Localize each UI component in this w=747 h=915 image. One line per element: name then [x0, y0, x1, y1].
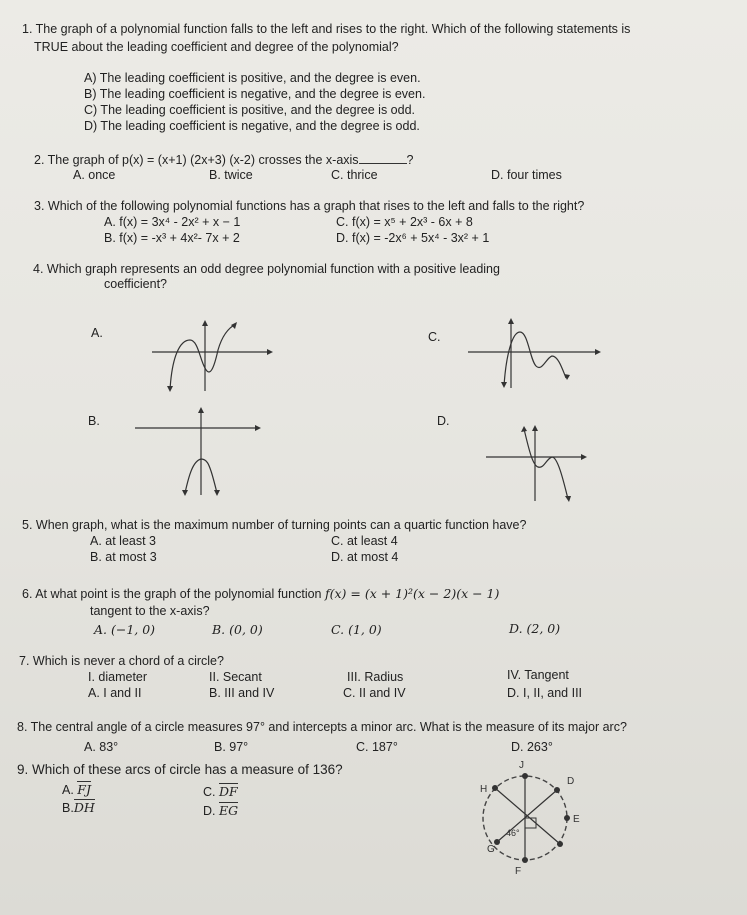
- q2-prompt-start: 2. The graph of p(x) = (x+1) (2x+3) (x-2) crosses the x-axis: [34, 153, 359, 167]
- q4-prompt-line1: 4. Which graph represents an odd degree polynomial function with a positive leading: [33, 262, 500, 276]
- q7-option-d: D. I, II, and III: [507, 686, 583, 700]
- q6-function: f(x) = (x + 1)²(x − 2)(x − 1): [324, 586, 500, 601]
- q4-option-d-label: D.: [437, 414, 450, 428]
- q4-graph-a: [150, 316, 275, 396]
- q6-option-c: C. (1, 0): [331, 622, 382, 637]
- q9-option-b: [62, 800, 95, 816]
- q1-option-b: B) The leading coefficient is negative, and the degree is even.: [84, 87, 426, 101]
- q8-option-d: D. 263°: [511, 740, 553, 754]
- q9-figure-label-f: F: [515, 866, 522, 877]
- q6-option-d: D. (2, 0): [509, 621, 561, 636]
- q2-answer-blank: [359, 152, 407, 164]
- q2-prompt: [34, 152, 414, 168]
- q3-prompt: 3. Which of the following polynomial functions has a graph that rises to the left and falls to the right?: [34, 199, 585, 213]
- q7-option-c: C. II and IV: [343, 686, 406, 700]
- q5-option-a: A. at least 3: [90, 534, 157, 548]
- q5-option-d: D. at most 4: [331, 550, 399, 564]
- q4-option-b-label: B.: [88, 414, 100, 428]
- q5-option-b: B. at most 3: [90, 550, 157, 564]
- q4-graph-d: [484, 423, 594, 505]
- q4-prompt-line2: coefficient?: [104, 277, 168, 291]
- q7-item-i: I. diameter: [88, 670, 148, 684]
- q2-option-c: C. thrice: [331, 168, 378, 182]
- q9-option-a-label: A.: [62, 783, 74, 797]
- q3-option-b: B. f(x) = -x³ + 4x²- 7x + 2: [104, 231, 240, 245]
- q4-graph-c: [466, 316, 606, 394]
- q8-option-b: B. 97°: [214, 740, 249, 754]
- q2-option-b: B. twice: [209, 168, 253, 182]
- q9-figure-angle-label: 46°: [506, 828, 520, 838]
- q6-option-a: A. (−1, 0): [94, 622, 156, 637]
- q2-option-a: A. once: [73, 168, 116, 182]
- q9-prompt: 9. Which of these arcs of circle has a measure of 136?: [17, 762, 343, 777]
- q9-option-d-arc: EG: [218, 803, 239, 818]
- q7-option-a: A. I and II: [88, 686, 142, 700]
- q9-option-d-label: D.: [203, 804, 216, 818]
- q1-option-d: D) The leading coefficient is negative, and the degree is odd.: [84, 119, 420, 133]
- q7-item-ii: II. Secant: [209, 670, 262, 684]
- q9-figure-label-e: E: [573, 814, 580, 825]
- q9-option-c-label: C.: [203, 785, 216, 799]
- q9-figure-label-j: J: [519, 760, 524, 771]
- q9-figure-label-g: G: [487, 844, 495, 855]
- q6-prompt-line2: tangent to the x-axis?: [90, 604, 210, 618]
- q2-prompt-end: ?: [406, 153, 414, 167]
- q9-option-b-label: B.: [62, 801, 74, 815]
- q1-option-c: C) The leading coefficient is positive, and the degree is odd.: [84, 103, 415, 117]
- q1-prompt-line2: TRUE about the leading coefficient and degree of the polynomial?: [34, 40, 399, 54]
- q6-prompt: [22, 586, 499, 602]
- q4-option-a-label: A.: [91, 326, 103, 340]
- q9-figure-label-d: D: [567, 776, 575, 787]
- q9-option-a-arc: FJ: [77, 782, 91, 797]
- q1-prompt-line1: 1. The graph of a polynomial function falls to the left and rises to the right. Which of the following statements is: [22, 22, 631, 36]
- q4-option-c-label: C.: [428, 330, 441, 344]
- q6-prompt-text: 6. At what point is the graph of the polynomial function: [22, 587, 322, 601]
- q8-option-c: C. 187°: [356, 740, 398, 754]
- q4-graph-b: [133, 405, 273, 500]
- q9-option-a: [62, 782, 91, 798]
- q9-circle-figure: [470, 756, 590, 876]
- q3-option-c: C. f(x) = x⁵ + 2x³ - 6x + 8: [336, 215, 473, 229]
- q2-option-d: D. four times: [491, 168, 562, 182]
- q3-option-d: D. f(x) = -2x⁶ + 5x⁴ - 3x² + 1: [336, 231, 490, 245]
- q5-option-c: C. at least 4: [331, 534, 398, 548]
- q5-prompt: 5. When graph, what is the maximum number of turning points can a quartic function have?: [22, 518, 527, 532]
- q9-option-c: [203, 784, 238, 800]
- q8-prompt: 8. The central angle of a circle measures 97° and intercepts a minor arc. What is the measure of its major arc?: [17, 720, 627, 734]
- q7-item-iii: III. Radius: [347, 670, 404, 684]
- q9-option-c-arc: DF: [218, 784, 238, 799]
- q8-option-a: A. 83°: [84, 740, 119, 754]
- q7-prompt: 7. Which is never a chord of a circle?: [19, 654, 224, 668]
- q7-option-b: B. III and IV: [209, 686, 275, 700]
- q9-figure-label-h: H: [480, 784, 488, 795]
- q6-option-b: B. (0, 0): [212, 622, 263, 637]
- q3-option-a: A. f(x) = 3x⁴ - 2x² + x − 1: [104, 215, 241, 229]
- q9-option-d: [203, 803, 238, 819]
- q9-option-b-arc: DH: [73, 800, 95, 815]
- q1-option-a: A) The leading coefficient is positive, and the degree is even.: [84, 71, 421, 85]
- q7-item-iv: IV. Tangent: [507, 668, 569, 682]
